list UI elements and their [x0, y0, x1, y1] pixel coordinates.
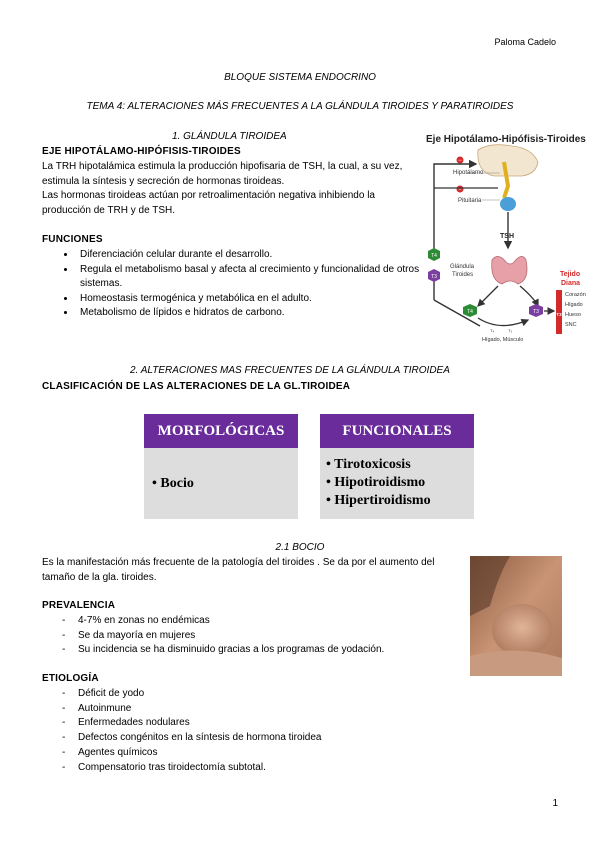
- section2-heading: 2. ALTERACIONES MAS FRECUENTES DE LA GLÁNDULA TIROIDEA: [130, 365, 450, 376]
- svg-text:Diana: Diana: [561, 280, 581, 287]
- label-hipotalamo: Hipotálamo: [453, 170, 484, 176]
- funcionales-box: [320, 414, 474, 519]
- topic-title: TEMA 4: ALTERACIONES MÁS FRECUENTES A LA GLÁNDULA TIROIDES Y PARATIROIDES: [86, 101, 514, 112]
- list-item: - Déficit de yodo: [42, 687, 462, 702]
- funcionales-title: FUNCIONALES: [320, 414, 474, 448]
- list-item: • Homeostasis termogénica y metabólica en el adulto.: [76, 292, 454, 307]
- goiter-photo: [470, 556, 562, 676]
- svg-text:T3: T3: [556, 312, 562, 317]
- svg-text:T₄: T₄: [490, 328, 495, 333]
- label-pituitaria: Pituitaria: [458, 198, 482, 204]
- svg-text:Tiroides: Tiroides: [452, 272, 474, 278]
- section1-para1: La TRH hipotalámica estimula la producción hipofisaria de TSH, la cual, a su vez, estimula la síntesis y secreción de hormonas tiroideas.: [42, 161, 403, 187]
- brain-icon: [478, 145, 538, 176]
- etiologia-list: [42, 687, 462, 775]
- author-name: Paloma Cadelo: [494, 37, 556, 47]
- organ-label: SNC: [565, 322, 577, 328]
- list-item: - Se da mayoría en mujeres: [42, 629, 462, 644]
- list-item: • Tirotoxicosis: [326, 457, 411, 472]
- list-item: - Enfermedades nodulares: [42, 716, 462, 731]
- svg-text:−: −: [458, 158, 462, 164]
- list-item: • Metabolismo de lípidos e hidratos de carbono.: [76, 306, 454, 321]
- list-item: • Hipertiroidismo: [326, 493, 431, 508]
- svg-text:−: −: [458, 187, 462, 193]
- page-number: 1: [552, 798, 558, 809]
- morfologicas-box: [144, 414, 298, 519]
- section1-para2: Las hormonas tiroideas actúan por retroalimentación negativa inhibiendo la producción de TRH y de TSH.: [42, 190, 375, 216]
- prevalencia-list: [42, 614, 462, 658]
- organ-label: Hueso: [565, 312, 581, 318]
- bocio-heading: 2.1 BOCIO: [275, 542, 325, 553]
- section2-subheading: CLASIFICACIÓN DE LAS ALTERACIONES DE LA GL.TIROIDEA: [42, 381, 351, 392]
- label-tsh: TSH: [500, 233, 514, 240]
- thyroid-axis-diagram: [420, 128, 590, 350]
- organ-label: Corazón: [565, 292, 586, 298]
- pituitary-icon: [500, 197, 516, 211]
- thyroid-gland-icon: [492, 256, 527, 284]
- list-item: • Regula el metabolismo basal y afecta al crecimiento y funcionalidad de otros sistemas.: [76, 263, 454, 292]
- svg-text:T3: T3: [533, 309, 539, 315]
- morfologicas-title: MORFOLÓGICAS: [144, 414, 298, 448]
- block-title: BLOQUE SISTEMA ENDOCRINO: [224, 72, 376, 83]
- svg-text:T4: T4: [431, 253, 437, 259]
- diagram-title: Eje Hipotálamo-Hipófisis-Tiroides: [426, 134, 586, 145]
- organ-label: Hígado: [565, 302, 583, 308]
- list-item: - Defectos congénitos en la síntesis de hormona tiroidea: [42, 731, 462, 746]
- funcionales-list: [320, 448, 474, 510]
- etiologia-heading: ETIOLOGÍA: [42, 673, 99, 684]
- list-item: • Diferenciación celular durante el desarrollo.: [76, 248, 454, 263]
- morfologicas-list: [144, 448, 298, 492]
- bocio-intro: Es la manifestación más frecuente de la patología del tiroides . Se da por el aumento del tamaño de la gla. tiroides.: [42, 557, 435, 583]
- svg-text:T3: T3: [431, 274, 437, 280]
- list-item: - Compensatorio tras tiroidectomía subtotal.: [42, 761, 462, 776]
- section1-subheading: EJE HIPOTÁLAMO-HIPÓFISIS-TIROIDES: [42, 146, 241, 157]
- prevalencia-heading: PREVALENCIA: [42, 600, 116, 611]
- list-item: - Agentes químicos: [42, 746, 462, 761]
- funciones-heading: FUNCIONES: [42, 234, 103, 245]
- label-tejido-diana: Tejido: [560, 271, 581, 278]
- list-item: • Hipotiroidismo: [326, 475, 426, 490]
- list-item: - Su incidencia se ha disminuido gracias a los programas de yodación.: [42, 643, 462, 658]
- label-glandula: Glándula: [450, 264, 475, 270]
- svg-text:T₃: T₃: [508, 328, 513, 333]
- funciones-list: [42, 248, 454, 321]
- list-item: - 4-7% en zonas no endémicas: [42, 614, 462, 629]
- label-higado-musculo: Hígado, Músculo: [482, 337, 524, 343]
- svg-text:T4: T4: [467, 309, 473, 315]
- list-item: - Autoinmune: [42, 702, 462, 717]
- list-item: • Bocio: [152, 476, 194, 491]
- section1-heading: 1. GLÁNDULA TIROIDEA: [172, 131, 287, 142]
